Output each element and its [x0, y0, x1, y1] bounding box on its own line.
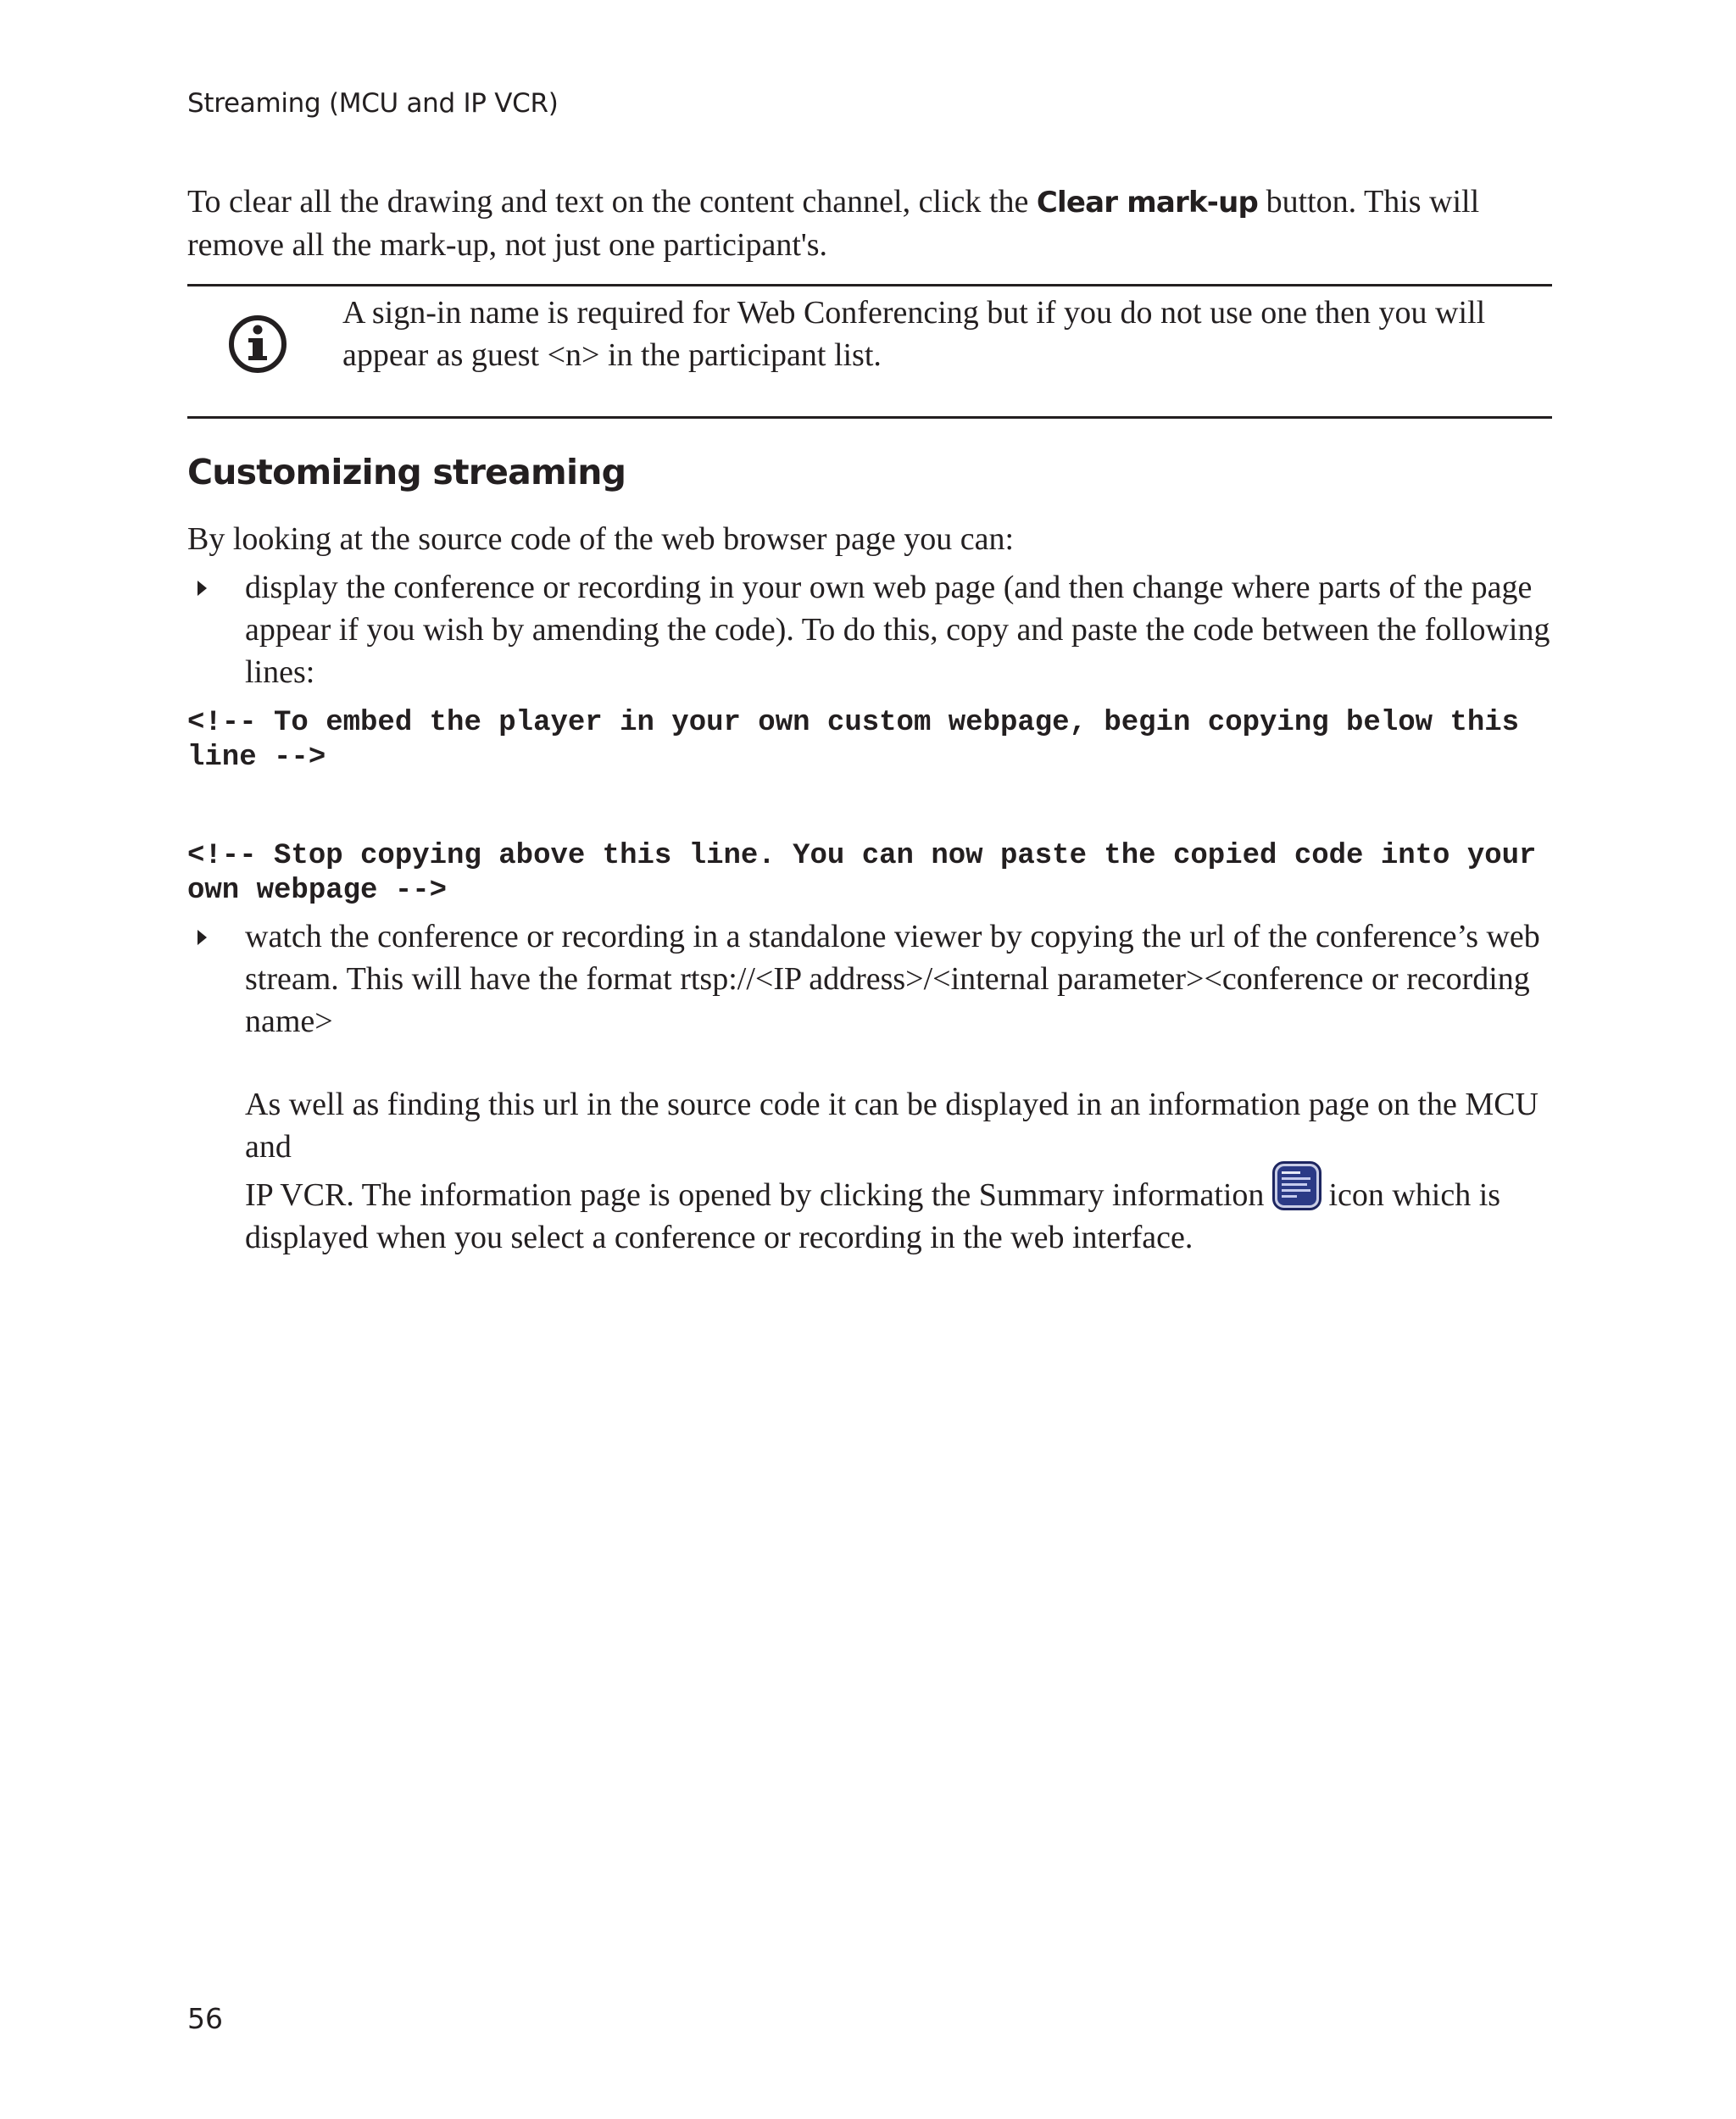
bullet-triangle-icon: [198, 581, 207, 596]
bullet-triangle-icon: [198, 930, 207, 945]
intro-text-end: button. This will remove all the mark-up, not just one participant's.: [187, 184, 1480, 263]
note-text: A sign-in name is required for Web Conferencing but if you do not use one then you will appear as guest <n> in the participant list.: [342, 295, 1486, 373]
code-end-comment: <!-- Stop copying above this line. You can now paste the copied code into your own webpage -->: [187, 840, 1554, 907]
note-top-rule: [187, 284, 1552, 286]
summary-information-icon: [1272, 1161, 1321, 1210]
url-location-paragraph: As well as finding this url in the source code it can be displayed in an information page on the MCU and: [245, 1087, 1538, 1165]
intro-paragraph: [187, 181, 1561, 266]
intro-text-start: To clear all the drawing and text on the content channel, click the: [187, 184, 1037, 220]
info-icon: [227, 314, 288, 375]
summary-info-paragraph: [245, 1161, 1567, 1259]
clear-markup-button-name: Clear mark-up: [1036, 186, 1259, 220]
bullet-text: watch the conference or recording in a standalone viewer by copying the url of the conference’s web stream. This will have the format rtsp://<IP address>/<internal parameter><conference or recording name>: [245, 919, 1540, 1039]
bullet-text: display the conference or recording in your own web page (and then change where parts of the page appear if you wish by amending the code). To do this, copy and paste the code between the following lines:: [245, 570, 1550, 690]
summary-text-start: IP VCR. The information page is opened by clicking the Summary information: [245, 1177, 1265, 1213]
note-bottom-rule: [187, 416, 1552, 419]
summary-text-end: icon which is displayed when you select a conference or recording in the web interface.: [245, 1177, 1501, 1255]
code-begin-comment: <!-- To embed the player in your own custom webpage, begin copying below this line -->: [187, 707, 1537, 774]
section-lead: By looking at the source code of the web browser page you can:: [187, 521, 1015, 557]
section-heading: Customizing streaming: [187, 452, 626, 492]
running-header: Streaming (MCU and IP VCR): [187, 88, 559, 119]
page-number: 56: [187, 2002, 223, 2035]
